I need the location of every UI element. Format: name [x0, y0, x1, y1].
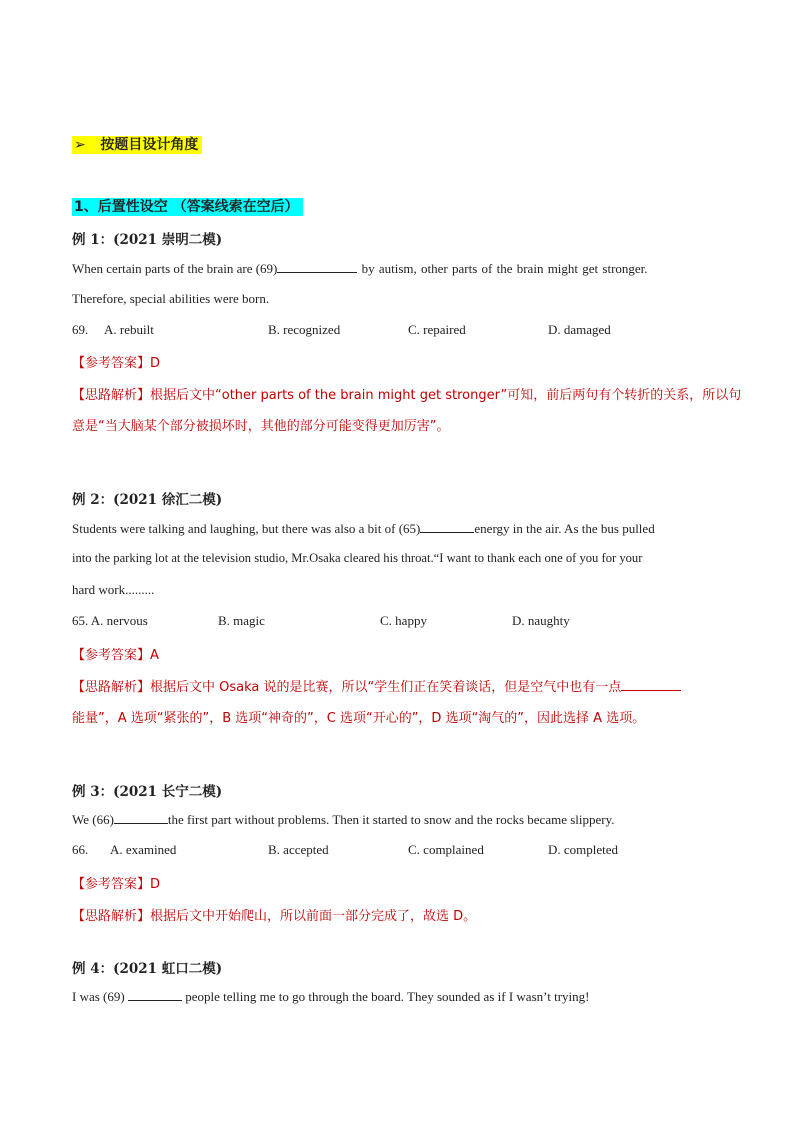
answer-blank	[114, 811, 168, 824]
option-d: D. naughty	[512, 613, 570, 628]
option-a: A. rebuilt	[104, 322, 154, 337]
example-1-title: 例 1：(2021 崇明二模)	[72, 232, 223, 248]
example-3-options	[72, 842, 722, 860]
example-2-passage-line2: into the parking lot at the television studio, Mr.Osaka cleared his throat.“I want to thank each one of you for your	[72, 551, 643, 565]
example-4-passage: I was (69) people telling me to go through the board. They sounded as if I wasn’t trying!	[72, 989, 590, 1004]
example-3-analysis-line1: 【思路解析】根据后文中开始爬山，所以前面一部分完成了，故选 D。	[72, 909, 477, 924]
example-2-analysis-line1: 【思路解析】根据后文中 Osaka 说的是比赛，所以“学生们正在笑着谈话，但是空气中也有一点	[72, 676, 681, 695]
example-2-passage-line1: Students were talking and laughing, but there was also a bit of (65) energy in the air. As the bus pulled	[72, 521, 655, 536]
example-2-analysis-line2: 能量”，A 选项“紧张的”，B 选项“神奇的”，C 选项“开心的”，D 选项“淘气的”，因此选择 A 选项。	[72, 711, 646, 726]
option-b: B. magic	[218, 613, 265, 628]
example-1-answer: 【参考答案】D	[72, 356, 161, 371]
example-1-options	[72, 322, 722, 340]
option-d: D. completed	[548, 842, 619, 857]
option-b: B. accepted	[268, 842, 329, 857]
option-b: B. recognized	[268, 322, 341, 337]
example-2-options	[72, 613, 722, 631]
option-c: C. happy	[380, 613, 427, 628]
example-1-passage-line2: Therefore, special abilities were born.	[72, 291, 270, 306]
example-1-analysis-line1: 【思路解析】根据后文中“other parts of the brain might get stronger”可知，前后两句有个转折的关系，所以句	[72, 388, 742, 403]
section-heading	[72, 134, 202, 154]
example-1-analysis-line2: 意是“当大脑某个部分被损坏时，其他的部分可能变得更加厉害”。	[72, 419, 450, 434]
answer-blank	[621, 678, 681, 691]
section-heading-text: 按题目设计角度	[100, 137, 199, 153]
example-3-answer: 【参考答案】D	[72, 877, 161, 892]
example-3-passage: We (66) the first part without problems. Then it started to snow and the rocks became slippery.	[72, 812, 615, 827]
option-c: C. repaired	[408, 322, 466, 337]
option-d: D. damaged	[548, 322, 611, 337]
answer-blank	[128, 988, 182, 1001]
option-a: 65. A. nervous	[72, 613, 148, 628]
example-2-passage-line3: hard work.........	[72, 582, 155, 597]
example-2-answer: 【参考答案】A	[72, 648, 159, 663]
option-a: A. examined	[110, 842, 177, 857]
question-number: 66.	[72, 842, 89, 857]
option-c: C. complained	[408, 842, 484, 857]
example-4-title: 例 4：(2021 虹口二模)	[72, 961, 223, 977]
question-number: 69.	[72, 322, 89, 337]
answer-blank	[420, 520, 474, 533]
example-3-title: 例 3：(2021 长宁二模)	[72, 784, 223, 800]
example-2-title: 例 2：(2021 徐汇二模)	[72, 492, 223, 508]
subsection-heading: 1、后置性设空 （答案线索在空后）	[72, 196, 303, 216]
arrow-icon: ➢	[74, 137, 86, 153]
example-1-passage-line1: When certain parts of the brain are (69) by autism, other parts of the brain might get stronger.	[72, 261, 648, 276]
answer-blank	[277, 260, 357, 273]
